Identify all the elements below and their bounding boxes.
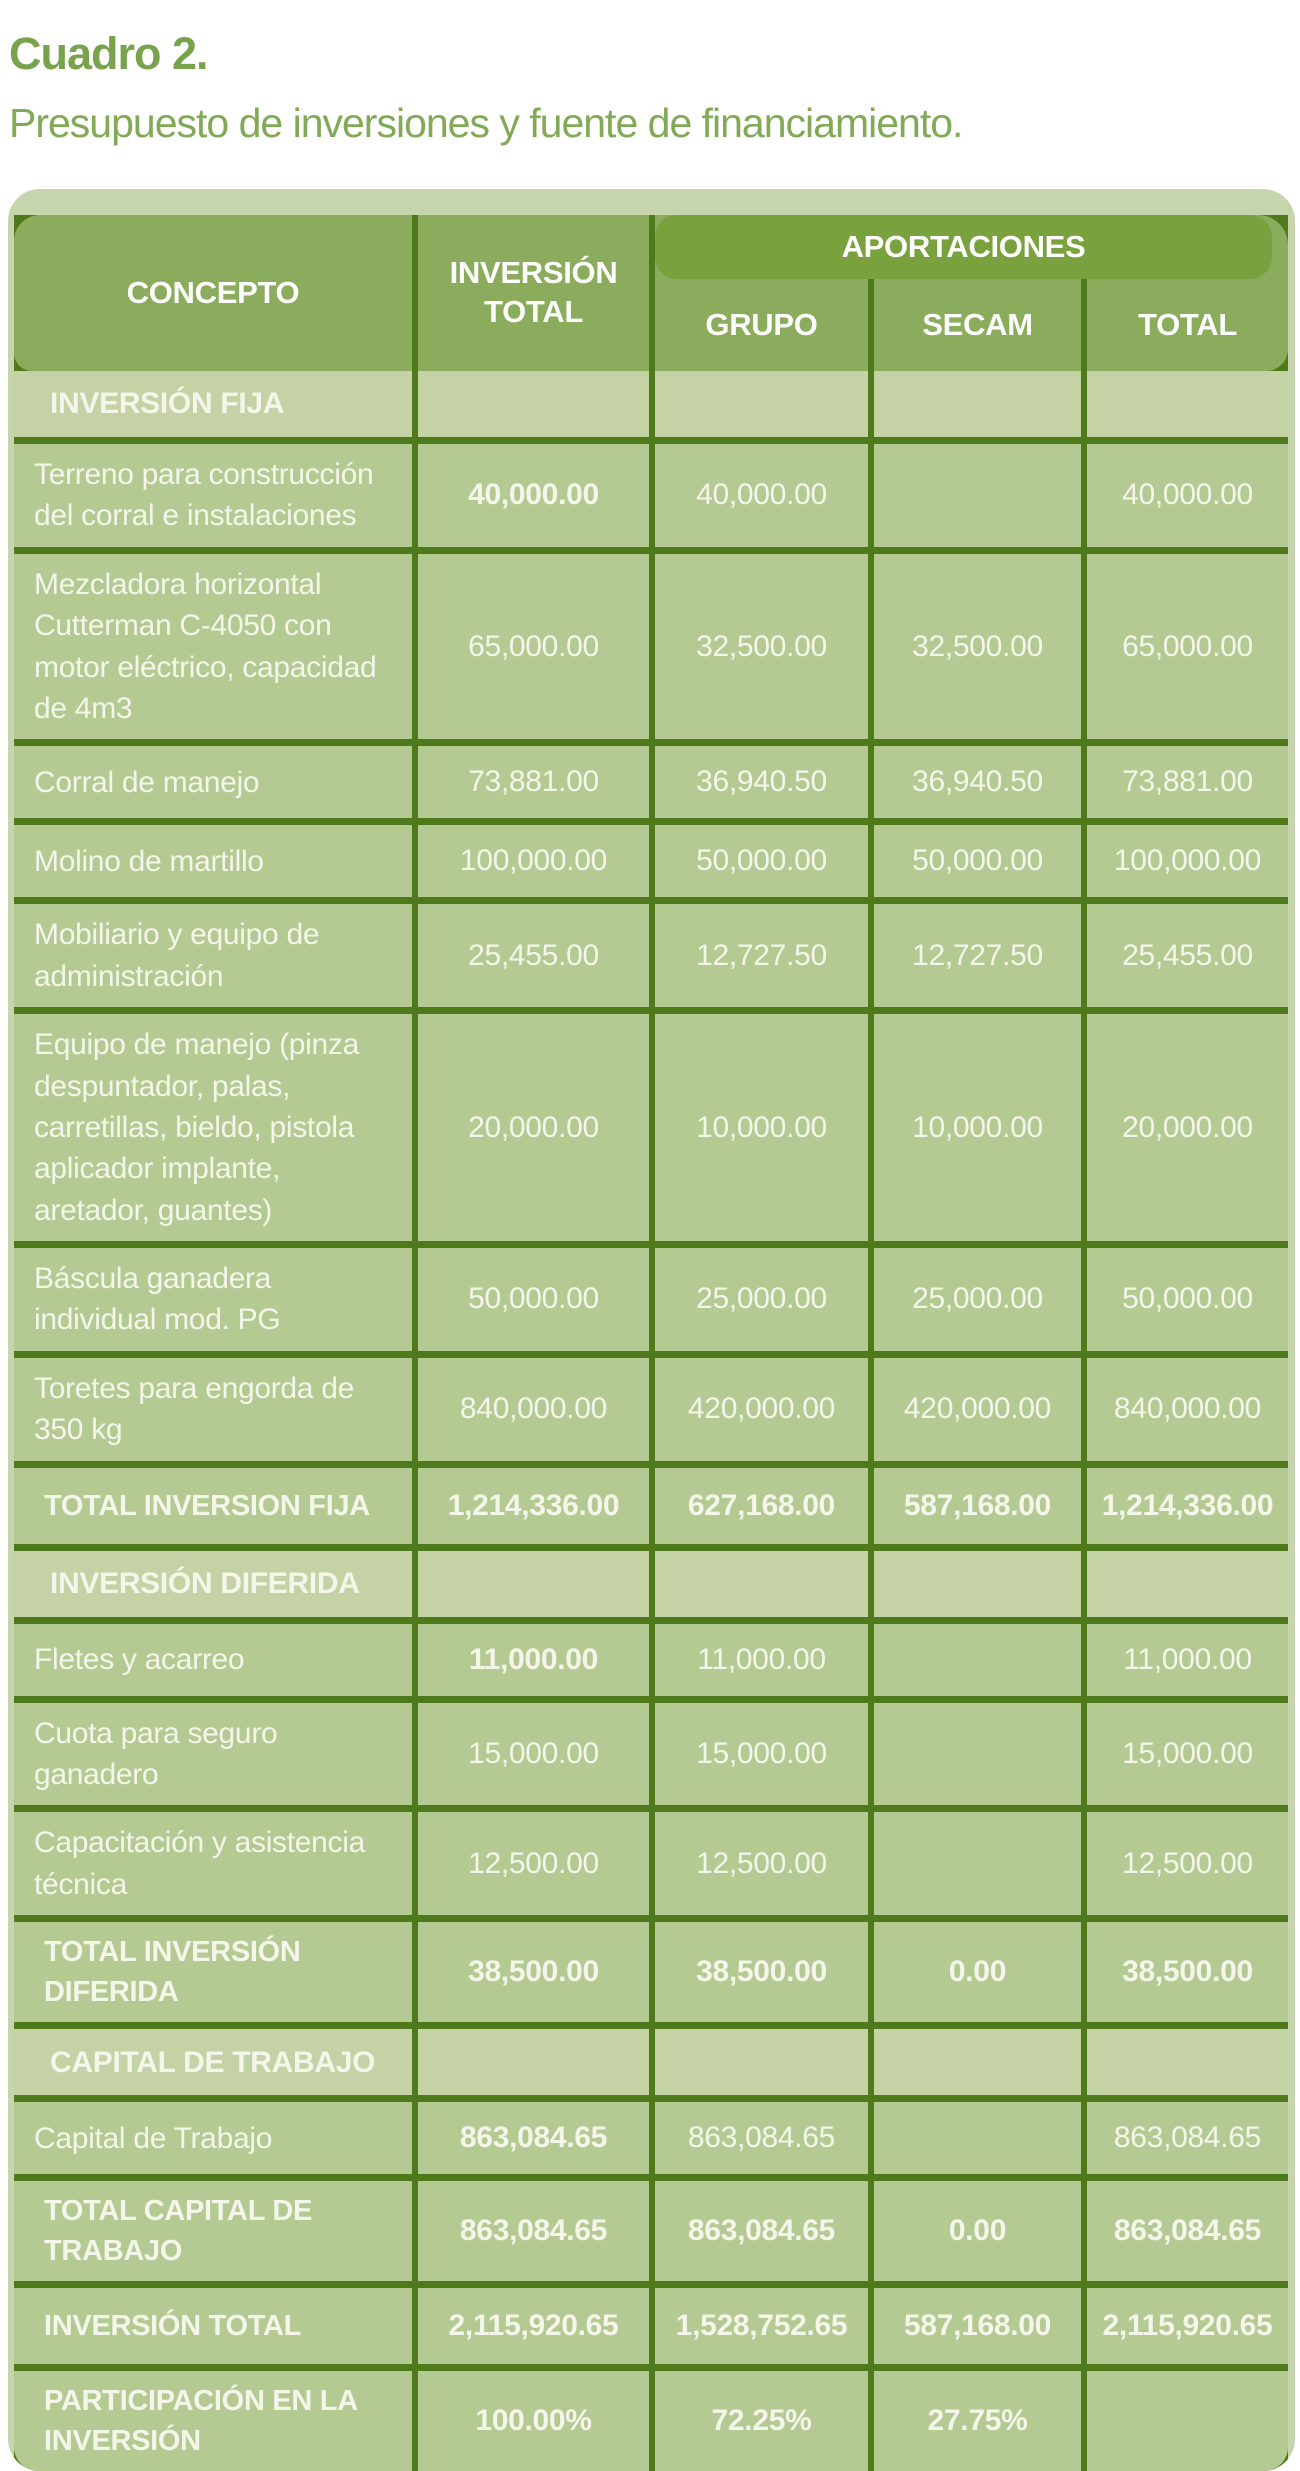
cell-grupo: 627,168.00	[655, 1468, 868, 1544]
cell-grupo: 1,528,752.65	[655, 2288, 868, 2364]
cell-total	[1087, 1551, 1288, 1617]
cell-grupo: 15,000.00	[655, 1703, 868, 1806]
cell-total: 100,000.00	[1087, 825, 1288, 897]
row-label: Capacitación y asistencia técnica	[14, 1812, 412, 1915]
cell-inversion-total: 50,000.00	[418, 1248, 649, 1351]
cell-inversion-total: 2,115,920.65	[418, 2288, 649, 2364]
row-label: Molino de martillo	[14, 825, 412, 897]
cell-grupo: 11,000.00	[655, 1624, 868, 1696]
cell-grupo: 25,000.00	[655, 1248, 868, 1351]
header-secam: SECAM	[874, 279, 1081, 371]
cell-inversion-total: 100,000.00	[418, 825, 649, 897]
header-aportaciones-block	[655, 215, 1288, 371]
cell-grupo	[655, 371, 868, 437]
cell-total: 12,500.00	[1087, 1812, 1288, 1915]
cell-secam	[874, 444, 1081, 547]
cell-grupo: 863,084.65	[655, 2102, 868, 2174]
row-label: Báscula ganadera individual mod. PG	[14, 1248, 412, 1351]
cell-secam: 12,727.50	[874, 904, 1081, 1007]
cell-grupo: 38,500.00	[655, 1922, 868, 2022]
cell-grupo: 50,000.00	[655, 825, 868, 897]
row-label: Fletes y acarreo	[14, 1624, 412, 1696]
section-row-label: INVERSIÓN DIFERIDA	[14, 1551, 412, 1617]
row-label: INVERSIÓN TOTAL	[14, 2288, 412, 2364]
budget-table	[8, 189, 1295, 2471]
cell-secam: 0.00	[874, 1922, 1081, 2022]
cell-total	[1087, 2371, 1288, 2471]
cell-secam	[874, 1812, 1081, 1915]
header-aportaciones-subrow	[655, 279, 1288, 371]
cell-secam	[874, 1624, 1081, 1696]
cell-grupo: 10,000.00	[655, 1014, 868, 1241]
cell-secam: 587,168.00	[874, 1468, 1081, 1544]
row-label: Mezcladora horizontal Cutterman C-4050 con motor eléctrico, capacidad de 4m3	[14, 554, 412, 740]
cell-inversion-total: 863,084.65	[418, 2102, 649, 2174]
cell-inversion-total: 65,000.00	[418, 554, 649, 740]
cell-secam	[874, 2102, 1081, 2174]
caption-text: Presupuesto de inversiones y fuente de financiamiento.	[9, 100, 963, 146]
cell-inversion-total	[418, 2029, 649, 2095]
cell-total: 25,455.00	[1087, 904, 1288, 1007]
cell-total: 73,881.00	[1087, 746, 1288, 818]
cell-grupo: 863,084.65	[655, 2181, 868, 2281]
cell-secam	[874, 1551, 1081, 1617]
header-inversion-total: INVERSIÓN TOTAL	[418, 215, 649, 371]
cell-total	[1087, 371, 1288, 437]
cell-secam: 25,000.00	[874, 1248, 1081, 1351]
cell-inversion-total: 73,881.00	[418, 746, 649, 818]
row-label: Terreno para construcción del corral e instalaciones	[14, 444, 412, 547]
cell-secam: 36,940.50	[874, 746, 1081, 818]
cell-total: 38,500.00	[1087, 1922, 1288, 2022]
table-body	[14, 371, 1288, 2471]
table-caption	[0, 0, 1300, 147]
cell-grupo: 40,000.00	[655, 444, 868, 547]
row-label: TOTAL CAPITAL DE TRABAJO	[14, 2181, 412, 2281]
cell-inversion-total: 15,000.00	[418, 1703, 649, 1806]
section-row-label: INVERSIÓN FIJA	[14, 371, 412, 437]
cell-total: 1,214,336.00	[1087, 1468, 1288, 1544]
cell-grupo: 420,000.00	[655, 1358, 868, 1461]
cell-secam: 10,000.00	[874, 1014, 1081, 1241]
cell-inversion-total: 38,500.00	[418, 1922, 649, 2022]
cell-secam: 0.00	[874, 2181, 1081, 2281]
cell-secam: 50,000.00	[874, 825, 1081, 897]
row-label: TOTAL INVERSION FIJA	[14, 1468, 412, 1544]
cell-inversion-total: 1,214,336.00	[418, 1468, 649, 1544]
header-total: TOTAL	[1087, 279, 1288, 371]
cell-total: 2,115,920.65	[1087, 2288, 1288, 2364]
cell-secam	[874, 2029, 1081, 2095]
cell-secam: 32,500.00	[874, 554, 1081, 740]
cell-total: 40,000.00	[1087, 444, 1288, 547]
row-label: TOTAL INVERSIÓN DIFERIDA	[14, 1922, 412, 2022]
cell-grupo: 12,727.50	[655, 904, 868, 1007]
cell-inversion-total: 840,000.00	[418, 1358, 649, 1461]
cell-total: 20,000.00	[1087, 1014, 1288, 1241]
header-grupo: GRUPO	[655, 279, 868, 371]
cell-total: 50,000.00	[1087, 1248, 1288, 1351]
cell-grupo	[655, 2029, 868, 2095]
cell-grupo: 12,500.00	[655, 1812, 868, 1915]
cell-inversion-total: 40,000.00	[418, 444, 649, 547]
cell-inversion-total: 25,455.00	[418, 904, 649, 1007]
cell-secam	[874, 371, 1081, 437]
cell-inversion-total: 20,000.00	[418, 1014, 649, 1241]
section-row-label: CAPITAL DE TRABAJO	[14, 2029, 412, 2095]
cell-total	[1087, 2029, 1288, 2095]
cell-grupo: 72.25%	[655, 2371, 868, 2471]
cell-total: 863,084.65	[1087, 2102, 1288, 2174]
caption-number: Cuadro 2.	[9, 28, 208, 79]
cell-inversion-total: 11,000.00	[418, 1624, 649, 1696]
header-concepto: CONCEPTO	[14, 215, 412, 371]
cell-total: 15,000.00	[1087, 1703, 1288, 1806]
row-label: Capital de Trabajo	[14, 2102, 412, 2174]
cell-grupo: 36,940.50	[655, 746, 868, 818]
header-aportaciones: APORTACIONES	[655, 215, 1272, 279]
row-label: Cuota para seguro ganadero	[14, 1703, 412, 1806]
cell-inversion-total	[418, 371, 649, 437]
cell-inversion-total	[418, 1551, 649, 1617]
row-label: PARTICIPACIÓN EN LA INVERSIÓN	[14, 2371, 412, 2471]
table-header	[14, 215, 1288, 371]
cell-inversion-total: 12,500.00	[418, 1812, 649, 1915]
cell-total: 11,000.00	[1087, 1624, 1288, 1696]
row-label: Equipo de manejo (pinza despuntador, palas, carretillas, bieldo, pistola aplicador implante, aretador, guantes)	[14, 1014, 412, 1241]
row-label: Corral de manejo	[14, 746, 412, 818]
cell-inversion-total: 863,084.65	[418, 2181, 649, 2281]
cell-secam: 420,000.00	[874, 1358, 1081, 1461]
cell-total: 863,084.65	[1087, 2181, 1288, 2281]
cell-secam: 587,168.00	[874, 2288, 1081, 2364]
cell-inversion-total: 100.00%	[418, 2371, 649, 2471]
row-label: Mobiliario y equipo de administración	[14, 904, 412, 1007]
cell-total: 840,000.00	[1087, 1358, 1288, 1461]
row-label: Toretes para engorda de 350 kg	[14, 1358, 412, 1461]
cell-total: 65,000.00	[1087, 554, 1288, 740]
cell-secam: 27.75%	[874, 2371, 1081, 2471]
cell-grupo	[655, 1551, 868, 1617]
cell-grupo: 32,500.00	[655, 554, 868, 740]
cell-secam	[874, 1703, 1081, 1806]
